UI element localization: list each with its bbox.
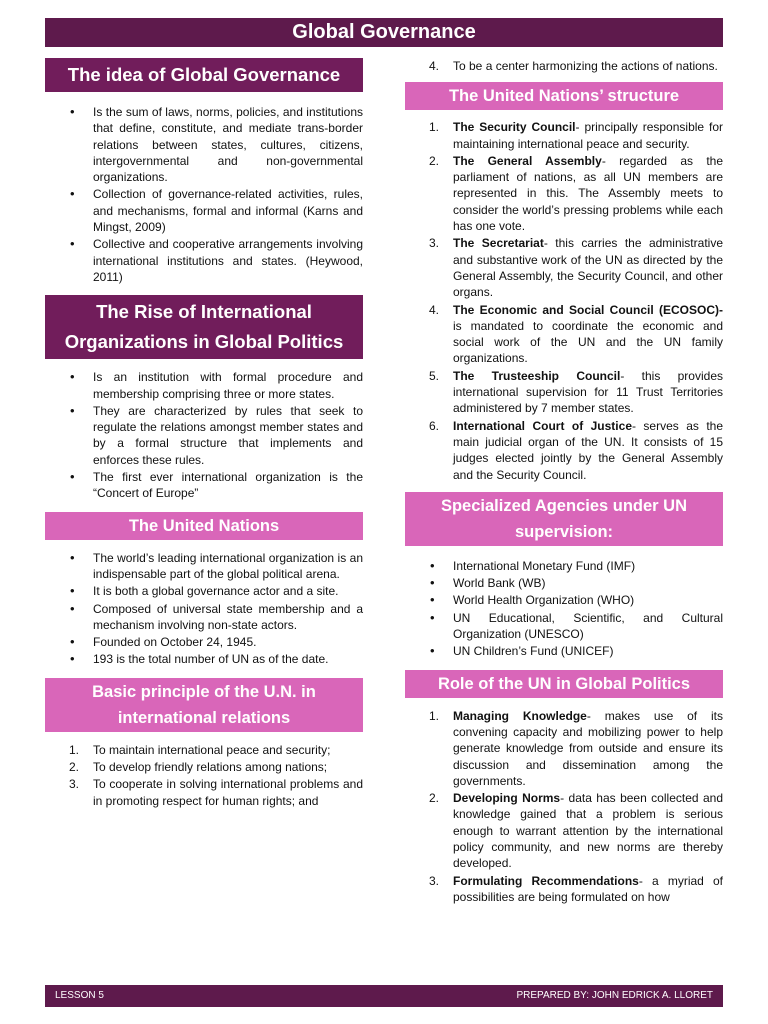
list-item: • World Bank (WB) bbox=[453, 575, 723, 591]
list-item: 1. The Security Council- principally responsible for maintaining international peace and security. bbox=[429, 120, 724, 151]
list-item: 4. To be a center harmonizing the actions of nations. bbox=[429, 59, 718, 73]
list-item: • Collection of governance-related activities, rules, and mechanisms, formal and informal (Karns and Mingst, 2009) bbox=[93, 186, 363, 235]
idea-list bbox=[45, 104, 363, 285]
united-nations-list bbox=[45, 550, 363, 668]
list-item: 2. The General Assembly- regarded as the parliament of nations, as all UN members are represented in this. The Assembly meets to consider the world’s pressing problems while each has one vote. bbox=[429, 153, 723, 234]
list-item: 4. The Economic and Social Council (ECOSOC)- is mandated to coordinate the economic and social work of the UN and the UN family organizations. bbox=[429, 302, 723, 366]
footer-lesson: LESSON 5 bbox=[55, 990, 104, 1001]
footer-author: PREPARED BY: JOHN EDRICK A. LLORET bbox=[516, 990, 713, 1001]
heading-idea-of-global-governance: The idea of Global Governance bbox=[45, 58, 363, 92]
list-item: • UN Children’s Fund (UNICEF) bbox=[453, 643, 723, 659]
list-item: • The world’s leading international organization is an indispensable part of the global political arena. bbox=[93, 550, 363, 583]
list-item: • Founded on October 24, 1945. bbox=[93, 634, 363, 650]
footer-bar bbox=[45, 985, 723, 1007]
specialized-agencies-list bbox=[405, 558, 723, 660]
list-item: • It is both a global governance actor and a site. bbox=[93, 583, 363, 599]
heading-basic-principle: Basic principle of the U.N. in international relations bbox=[45, 678, 363, 732]
heading-rise-of-international-organizations: The Rise of International Organizations in Global Politics bbox=[45, 295, 363, 359]
rise-list bbox=[45, 369, 363, 501]
heading-specialized-agencies: Specialized Agencies under UN supervision: bbox=[405, 492, 723, 546]
list-item: • 193 is the total number of UN as of the date. bbox=[93, 651, 363, 667]
list-item: 3. The Secretariat- this carries the administrative and substantive work of the UN as directed by the General Assembly, the Security Council, and other organs. bbox=[429, 236, 723, 300]
list-item: 6. International Court of Justice- serves as the main judicial organ of the UN. It consists of 15 judges elected jointly by the General Assembly and the Security Council. bbox=[429, 418, 724, 482]
list-item: • The first ever international organization is the “Concert of Europe” bbox=[93, 469, 363, 502]
list-item: • International Monetary Fund (IMF) bbox=[453, 558, 723, 574]
un-structure-list bbox=[405, 119, 723, 483]
left-column bbox=[45, 58, 363, 810]
list-item: 5. The Trusteeship Council- this provides international supervision for 11 Trust Territories administered by 7 member states. bbox=[429, 368, 723, 416]
principle-list-continued bbox=[405, 58, 723, 74]
right-column bbox=[405, 58, 723, 906]
list-item: 3. Formulating Recommendations- a myriad of possibilities are being formulated on how bbox=[429, 873, 723, 904]
list-item: 3. To cooperate in solving international problems and in promoting respect for human rights; and bbox=[69, 777, 363, 808]
heading-un-structure: The United Nations’ structure bbox=[405, 82, 723, 110]
list-item: • They are characterized by rules that seek to regulate the relations amongst member states and by a formal structure that implements and enforces these rules. bbox=[93, 403, 363, 468]
list-item: 1. Managing Knowledge- makes use of its convening capacity and mobilizing power to help generate knowledge from outside and ensure its discussion and dissemination among the governments. bbox=[429, 708, 723, 788]
list-item: 1. To maintain international peace and security; bbox=[69, 742, 331, 757]
heading-united-nations: The United Nations bbox=[45, 512, 363, 540]
list-item: • Collective and cooperative arrangements involving international institutions and states. (Heywood, 2011) bbox=[93, 236, 363, 285]
list-item: 2. Developing Norms- data has been collected and knowledge gained that a problem is serious enough to warrant attention by the international policy community, and new norms are thereby developed. bbox=[429, 791, 723, 871]
list-item: • World Health Organization (WHO) bbox=[453, 592, 723, 608]
list-item: 2. To develop friendly relations among nations; bbox=[69, 760, 328, 775]
list-item: • Is an institution with formal procedure and membership comprising three or more states. bbox=[93, 369, 363, 402]
principle-list bbox=[45, 742, 363, 809]
list-item: • Is the sum of laws, norms, policies, and institutions that define, constitute, and mediate trans-border relations between states, cultures, citizens, intergovernmental and non-governmental organizations. bbox=[93, 104, 363, 185]
list-item: • UN Educational, Scientific, and Cultural Organization (UNESCO) bbox=[453, 610, 723, 643]
heading-role-of-un: Role of the UN in Global Politics bbox=[405, 670, 723, 698]
role-of-un-list bbox=[405, 708, 723, 906]
page-title: Global Governance bbox=[45, 18, 723, 47]
list-item: • Composed of universal state membership and a mechanism involving non-state actors. bbox=[93, 601, 363, 634]
